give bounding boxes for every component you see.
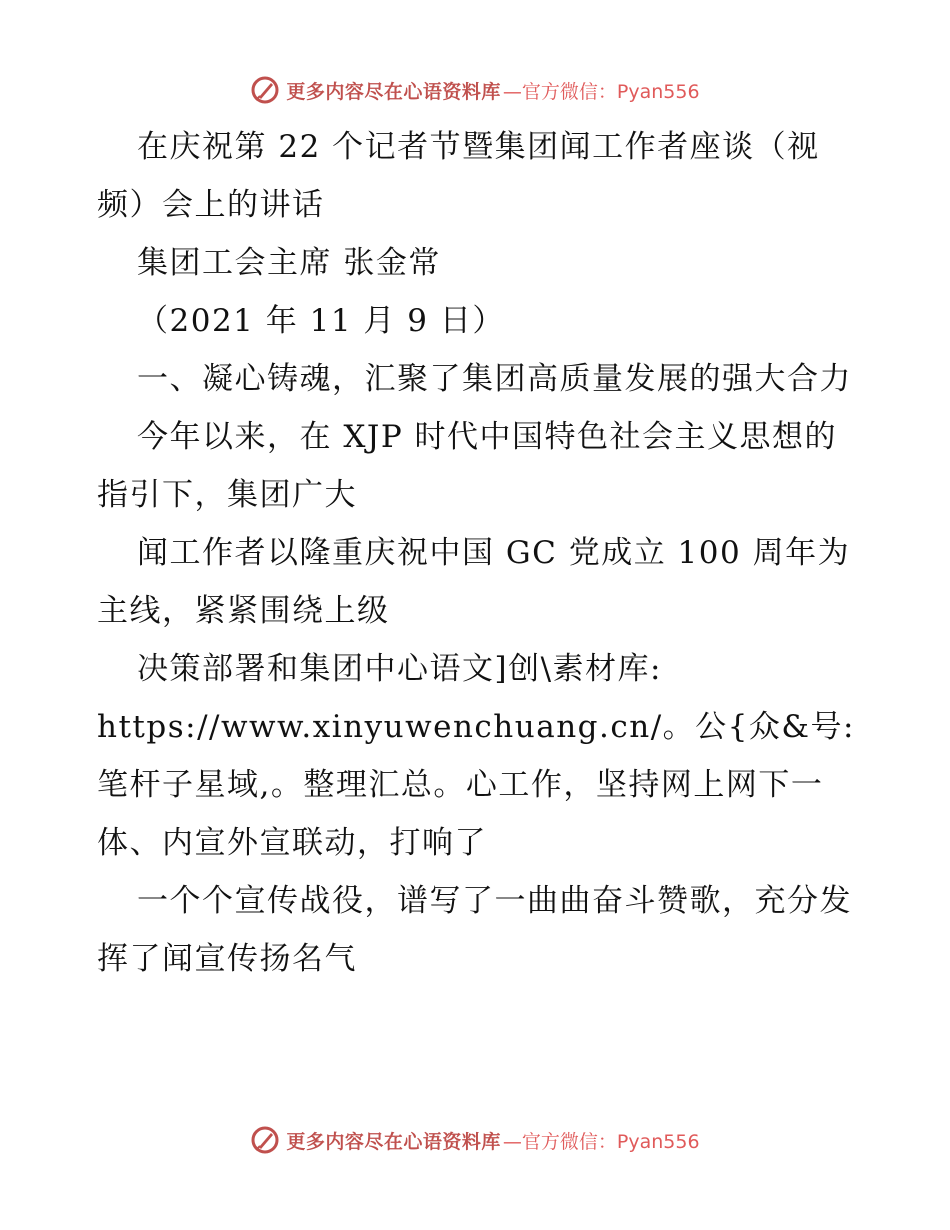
watermark-contact-text: —官方微信：Pyan556 xyxy=(502,1130,700,1153)
body-paragraph: 一个个宣传战役，谱写了一曲曲奋斗赞歌，充分发挥了闻宣传扬名气 xyxy=(97,883,852,977)
section-heading: 一、凝心铸魂，汇聚了集团高质量发展的强大合力 xyxy=(137,361,852,397)
watermark-promo-text: 更多内容尽在心语资料库 xyxy=(286,80,501,103)
document-date: （2021 年 11 月 9 日） xyxy=(137,303,505,339)
document-body xyxy=(97,118,857,988)
body-paragraph: 决策部署和集团中心语文]创\素材库: xyxy=(137,651,662,687)
body-paragraph: 今年以来，在 XJP 时代中国特色社会主义思想的指引下，集团广大 xyxy=(97,419,838,513)
body-paragraph-url: https://www.xinyuwenchuang.cn/。公{众&号: 笔杆子星域,。整理汇总。心工作，坚持网上网下一体、内宣外宣联动，打响了 xyxy=(97,709,855,861)
quill-pen-icon xyxy=(250,1125,280,1155)
document-title: 在庆祝第 22 个记者节暨集团闻工作者座谈（视频）会上的讲话 xyxy=(97,129,820,223)
watermark-promo-text: 更多内容尽在心语资料库 xyxy=(286,1130,501,1153)
watermark-contact-text: —官方微信：Pyan556 xyxy=(502,80,700,103)
body-paragraph: 闻工作者以隆重庆祝中国 GC 党成立 100 周年为主线，紧紧围绕上级 xyxy=(97,535,851,629)
quill-pen-icon xyxy=(250,75,280,105)
watermark-banner-bottom xyxy=(0,1120,950,1160)
document-author: 集团工会主席 张金常 xyxy=(137,245,441,281)
watermark-banner-top xyxy=(0,70,950,110)
